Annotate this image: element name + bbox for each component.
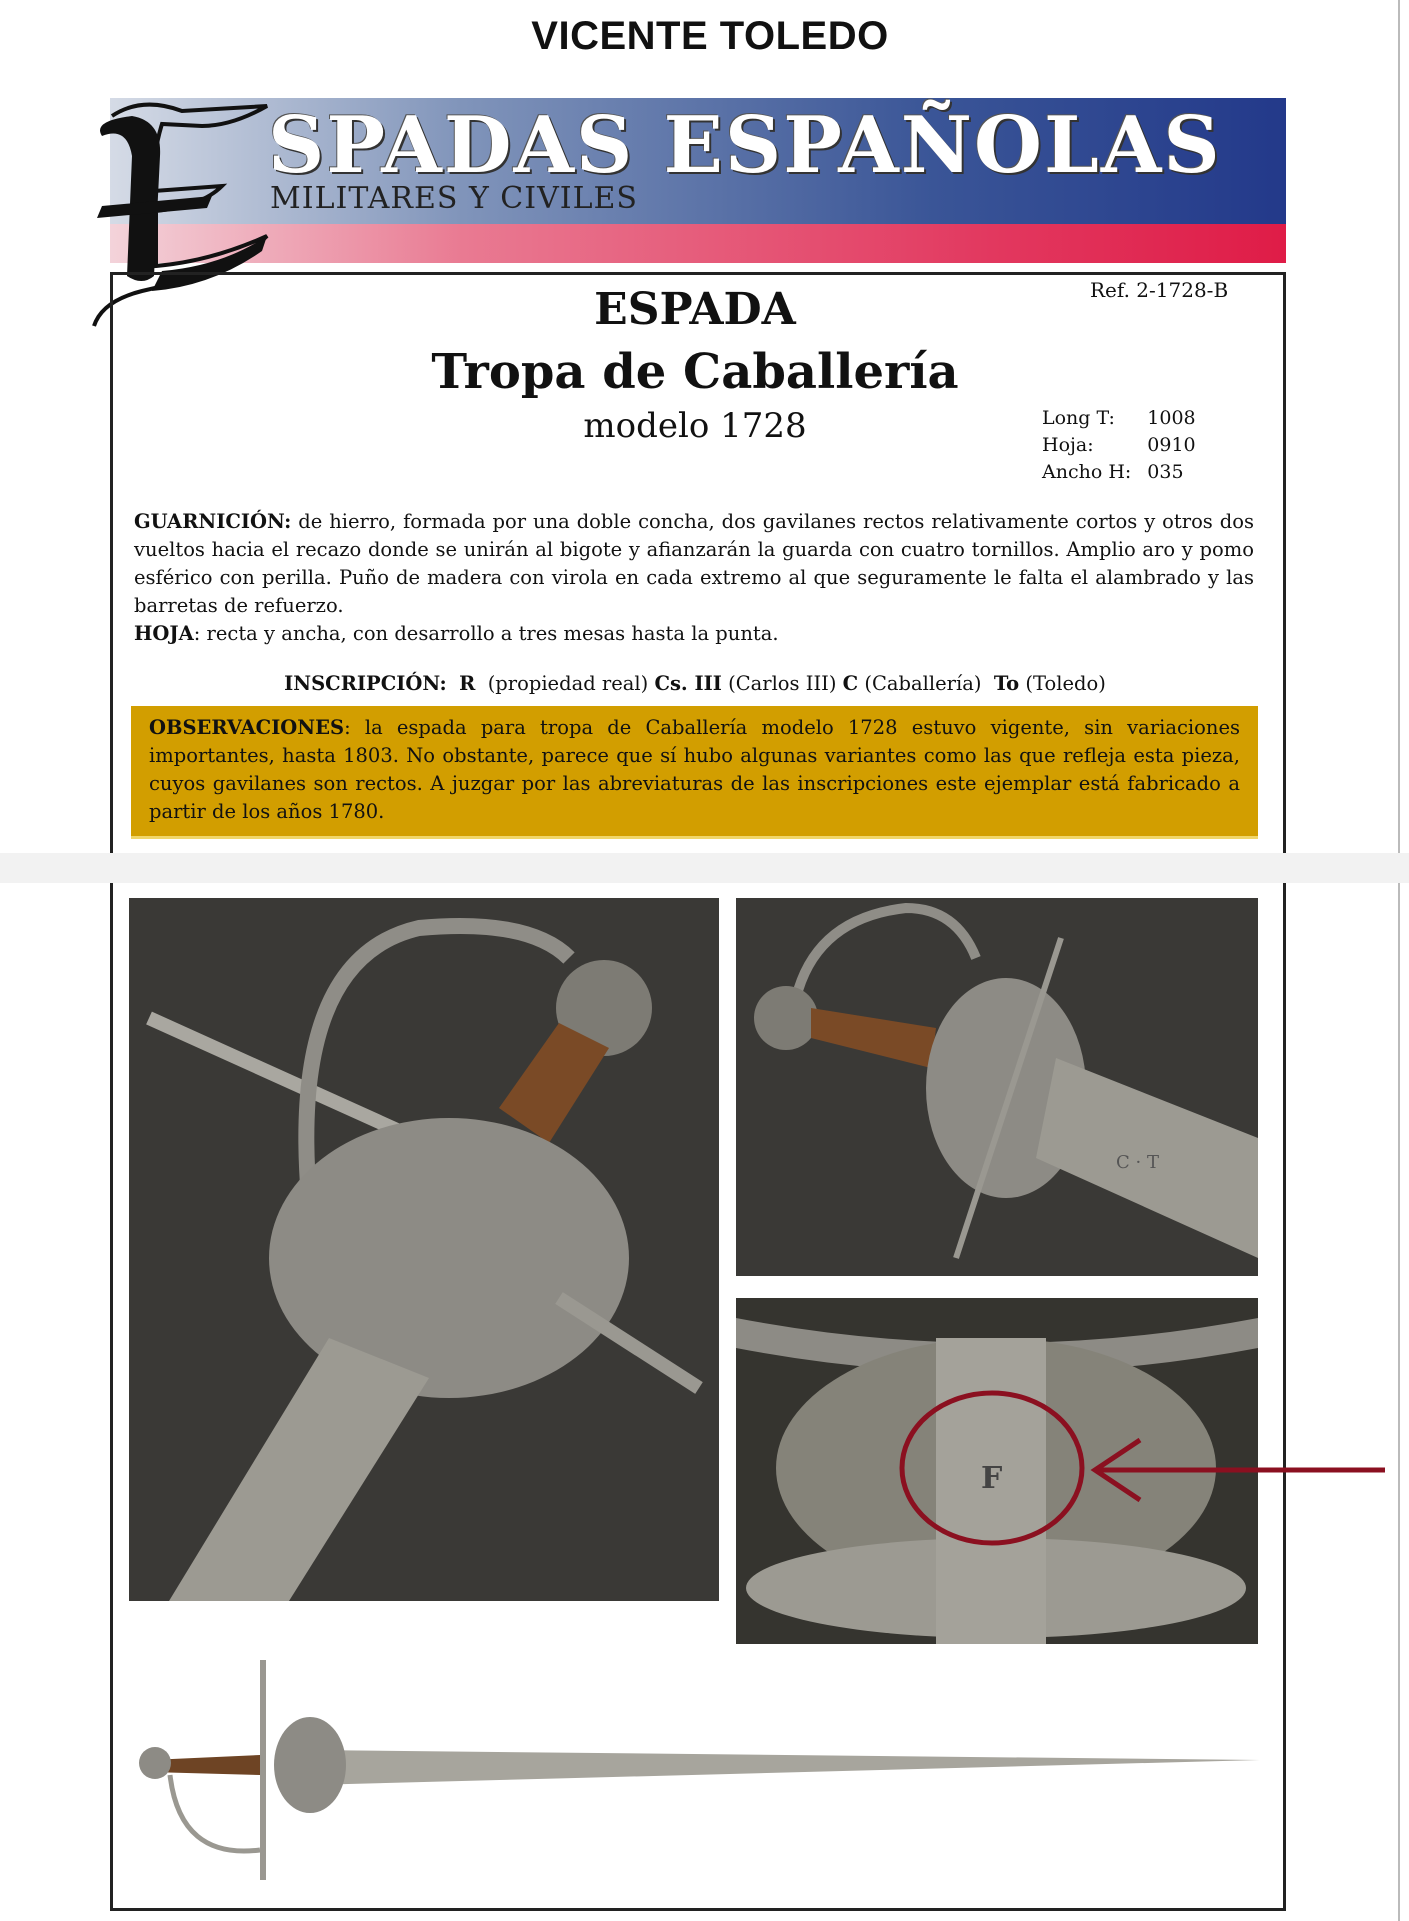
hoja-label: HOJA (134, 622, 194, 645)
spec-row (1042, 460, 1210, 485)
spec-value: 0910 (1147, 434, 1196, 456)
spec-value: 035 (1147, 461, 1184, 483)
guarnicion-text: de hierro, formada por una doble concha, dos gavilanes rectos relativamente cortos y otros dos vueltos hacia el recazo donde se unirán al bigote y afianzarán la guarda con cuatro tornillos. Amplio aro y pomo esférico con perilla. Puño de madera con virola en cada extremo al que seguramente le falta el alambrado y las barretas de refuerzo. (134, 510, 1254, 617)
description (134, 508, 1254, 648)
guarnicion-label: GUARNICIÓN: (134, 510, 292, 533)
reference-code: Ref. 2-1728-B (1090, 278, 1229, 302)
annotation-arrow-icon (1060, 1430, 1400, 1510)
inscription-cs: Cs. III (654, 672, 722, 695)
spec-row (1042, 406, 1210, 431)
title-line1: ESPADA (594, 284, 796, 335)
photo-hilt-closeup (129, 898, 719, 1601)
photo-hilt-side (736, 898, 1258, 1276)
logo-title: SPADAS ESPAÑOLAS (268, 100, 1222, 191)
author-name: VICENTE TOLEDO (531, 14, 889, 58)
title-line3: modelo 1728 (583, 406, 807, 446)
inscription-c: C (842, 672, 859, 695)
inscription-label: INSCRIPCIÓN: (284, 672, 447, 695)
observations-box (131, 706, 1258, 839)
photo-full-sword (130, 1660, 1265, 1880)
page-separator (0, 853, 1409, 883)
observations-label: OBSERVACIONES (149, 716, 345, 739)
spec-label: Long T: (1042, 407, 1115, 429)
spec-label: Ancho H: (1042, 461, 1132, 483)
inscription-r: R (459, 672, 476, 695)
hoja-text: : recta y ancha, con desarrollo a tres mesas hasta la punta. (193, 622, 779, 645)
observations-text: : la espada para tropa de Caballería modelo 1728 estuvo vigente, sin variaciones importantes, hasta 1803. No obstante, parece que sí hubo algunas variantes como las que refleja esta pieza, cuyos gavilanes son rectos. A juzgar por las abreviaturas de las inscripciones este ejemplar está fabricado a partir de los años 1780. (149, 716, 1240, 823)
inscription-r-desc: (propiedad real) (487, 672, 649, 695)
specs-table (1040, 404, 1212, 487)
inscription-to: To (993, 672, 1020, 695)
blade-marks: C · T (1116, 1152, 1159, 1173)
spec-label: Hoja: (1042, 434, 1094, 456)
mark-letter: F (981, 1461, 1003, 1496)
inscription (0, 672, 1390, 695)
page-edge (1398, 0, 1400, 1921)
inscription-to-desc: (Toledo) (1025, 672, 1106, 695)
inscription-c-desc: (Caballería) (864, 672, 982, 695)
spec-value: 1008 (1147, 407, 1196, 429)
logo-subtitle: MILITARES Y CIVILES (270, 181, 638, 216)
inscription-cs-desc: (Carlos III) (728, 672, 837, 695)
spec-row (1042, 433, 1210, 458)
title-line2: Tropa de Caballería (431, 344, 959, 400)
